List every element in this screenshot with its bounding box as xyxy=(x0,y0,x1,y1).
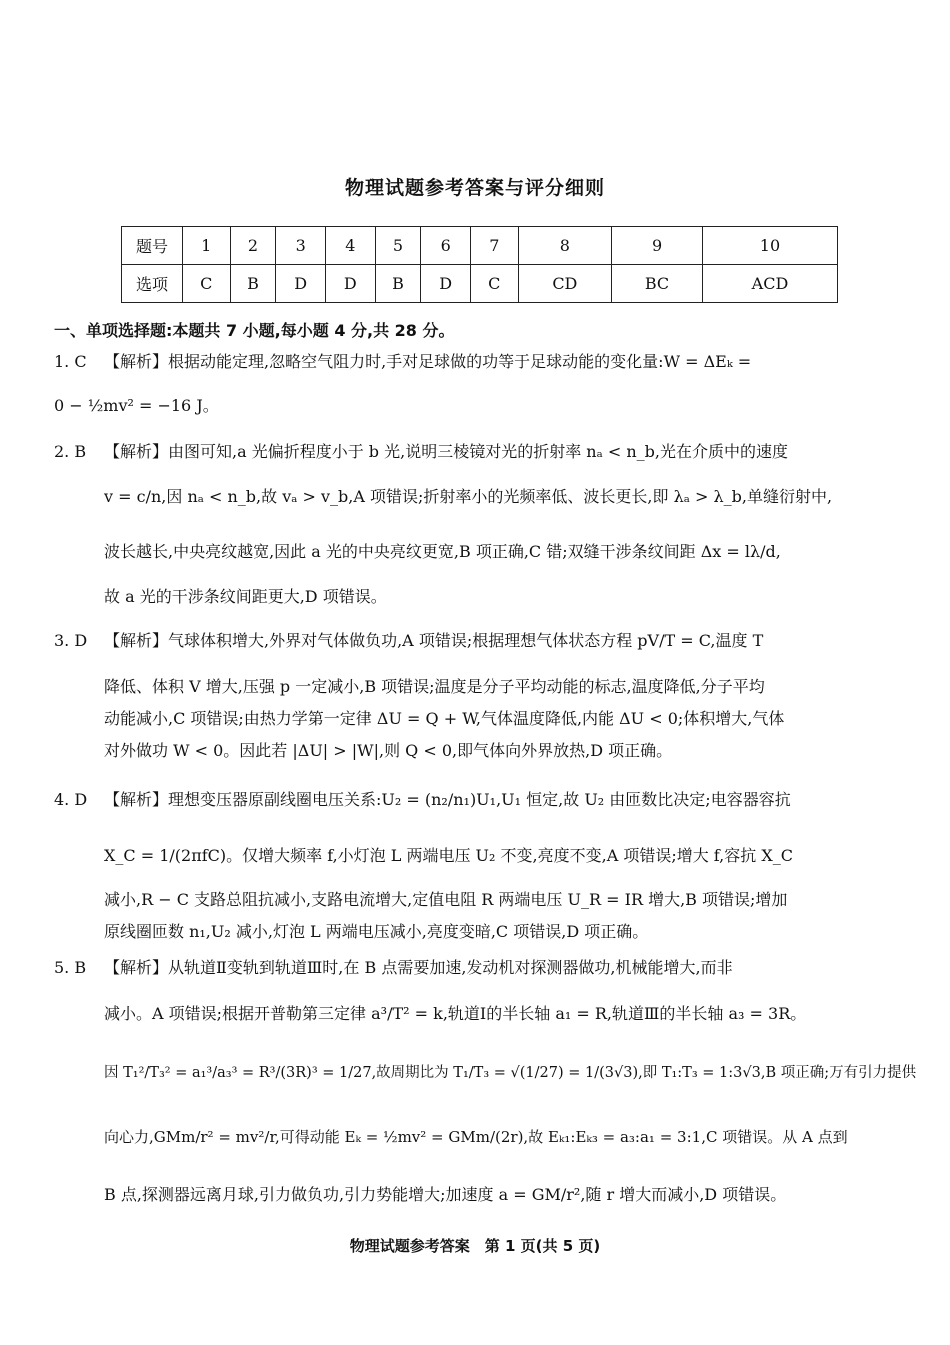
question-number: 3. D xyxy=(54,631,88,650)
table-cell: 选项 xyxy=(122,265,183,303)
answer-table xyxy=(121,226,838,303)
table-cell: 6 xyxy=(421,227,471,265)
table-cell: 10 xyxy=(702,227,837,265)
table-cell: 2 xyxy=(230,227,276,265)
answer-line: 故 a 光的干涉条纹间距更大,D 项错误。 xyxy=(104,587,387,606)
table-cell: ACD xyxy=(702,265,837,303)
question-number: 1. C xyxy=(54,352,87,371)
answer-line: 【解析】从轨道Ⅱ变轨到轨道Ⅲ时,在 B 点需要加速,发动机对探测器做功,机械能增大,而非 xyxy=(104,958,733,977)
table-cell: 题号 xyxy=(122,227,183,265)
table-cell: BC xyxy=(612,265,703,303)
table-cell: 9 xyxy=(612,227,703,265)
table-cell: 8 xyxy=(518,227,612,265)
table-cell: D xyxy=(325,265,375,303)
table-cell: 4 xyxy=(325,227,375,265)
page-title: 物理试题参考答案与评分细则 xyxy=(344,177,605,199)
answer-line: 【解析】由图可知,a 光偏折程度小于 b 光,说明三棱镜对光的折射率 nₐ < n_b,光在介质中的速度 xyxy=(104,442,788,461)
answer-line: 原线圈匝数 n₁,U₂ 减小,灯泡 L 两端电压减小,亮度变暗,C 项错误,D 项正确。 xyxy=(104,922,649,941)
question-number: 2. B xyxy=(54,442,87,461)
table-cell: 7 xyxy=(471,227,519,265)
table-cell: C xyxy=(471,265,519,303)
answer-line: X_C = 1/(2πfC)。仅增大频率 f,小灯泡 L 两端电压 U₂ 不变,亮度不变,A 项错误;增大 f,容抗 X_C xyxy=(104,846,793,865)
table-cell: D xyxy=(421,265,471,303)
table-cell: C xyxy=(183,265,231,303)
table-row xyxy=(122,265,838,303)
table-cell: 5 xyxy=(375,227,421,265)
answer-line: 动能减小,C 项错误;由热力学第一定律 ΔU = Q + W,气体温度降低,内能 ΔU < 0;体积增大,气体 xyxy=(104,709,785,728)
table-row xyxy=(122,227,838,265)
answer-line: 向心力,GMm/r² = mv²/r,可得动能 Eₖ = ½mv² = GMm/(2r),故 Eₖ₁:Eₖ₃ = a₃:a₁ = 3:1,C 项错误。从 A 点到 xyxy=(104,1128,848,1146)
answer-line: 0 − ½mv² = −16 J。 xyxy=(54,396,219,415)
answer-line: 对外做功 W < 0。因此若 |ΔU| > |W|,则 Q < 0,即气体向外界放热,D 项正确。 xyxy=(104,741,673,760)
table-cell: 3 xyxy=(276,227,326,265)
table-cell: B xyxy=(230,265,276,303)
answer-line: B 点,探测器远离月球,引力做负功,引力势能增大;加速度 a = GM/r²,随 r 增大而减小,D 项错误。 xyxy=(104,1185,787,1204)
table-cell: D xyxy=(276,265,326,303)
answer-line: 【解析】根据动能定理,忽略空气阻力时,手对足球做的功等于足球动能的变化量:W = ΔEₖ = xyxy=(104,352,752,371)
page-footer: 物理试题参考答案 第 1 页(共 5 页) xyxy=(349,1237,601,1255)
table-cell: 1 xyxy=(183,227,231,265)
answer-line: 减小。A 项错误;根据开普勒第三定律 a³/T² = k,轨道Ⅰ的半长轴 a₁ = R,轨道Ⅲ的半长轴 a₃ = 3R。 xyxy=(104,1004,807,1023)
section-heading: 一、单项选择题:本题共 7 小题,每小题 4 分,共 28 分。 xyxy=(54,321,455,340)
table-cell: B xyxy=(375,265,421,303)
answer-line: 因 T₁²/T₃² = a₁³/a₃³ = R³/(3R)³ = 1/27,故周期比为 T₁/T₃ = √(1/27) = 1/(3√3),即 T₁:T₃ = 1:3√3,B 项正确;万有引力提供 xyxy=(104,1065,917,1081)
question-number: 5. B xyxy=(54,958,87,977)
answer-line: 波长越长,中央亮纹越宽,因此 a 光的中央亮纹更宽,B 项正确,C 错;双缝干涉条纹间距 Δx = lλ/d, xyxy=(104,542,781,561)
table-cell: CD xyxy=(518,265,612,303)
answer-line: 降低、体积 V 增大,压强 p 一定减小,B 项错误;温度是分子平均动能的标志,温度降低,分子平均 xyxy=(104,677,765,696)
answer-line: 【解析】气球体积增大,外界对气体做负功,A 项错误;根据理想气体状态方程 pV/T = C,温度 T xyxy=(104,631,764,650)
answer-line: v = c/n,因 nₐ < n_b,故 vₐ > v_b,A 项错误;折射率小的光频率低、波长更长,即 λₐ > λ_b,单缝衍射中, xyxy=(104,487,833,506)
answer-line: 减小,R − C 支路总阻抗减小,支路电流增大,定值电阻 R 两端电压 U_R = IR 增大,B 项错误;增加 xyxy=(104,890,788,909)
question-number: 4. D xyxy=(54,790,88,809)
answer-line: 【解析】理想变压器原副线圈电压关系:U₂ = (n₂/n₁)U₁,U₁ 恒定,故 U₂ 由匝数比决定;电容器容抗 xyxy=(104,790,791,809)
